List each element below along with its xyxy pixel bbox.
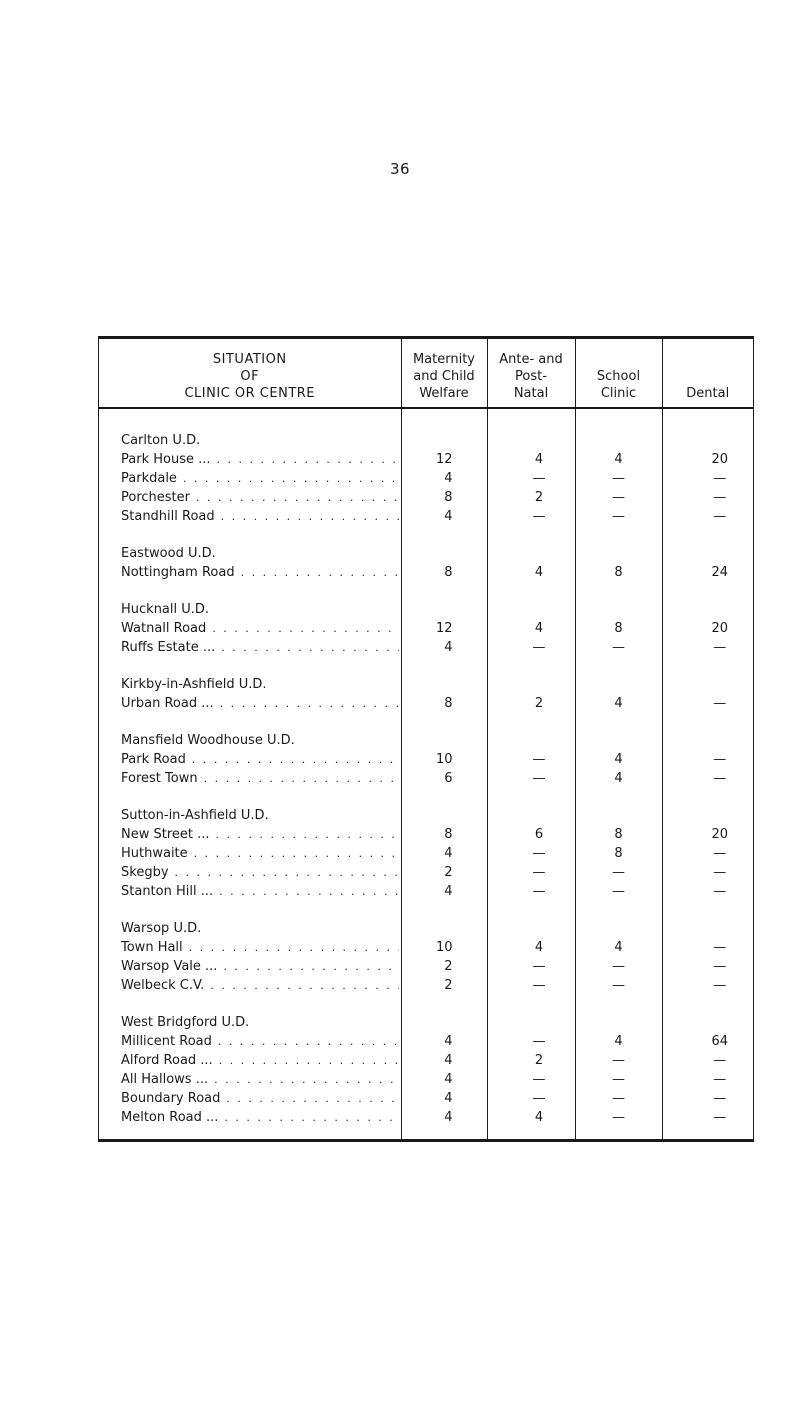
site-cell: [99, 863, 401, 882]
site-name: Millicent Road: [121, 1034, 212, 1049]
school-cell: —: [575, 1108, 662, 1127]
maternity-cell: 4: [401, 1032, 487, 1051]
ante-cell: —: [487, 976, 575, 995]
ante-cell: —: [487, 882, 575, 901]
empty-cell: [575, 995, 662, 1032]
site-leader: [121, 469, 399, 488]
maternity-cell: 2: [401, 863, 487, 882]
empty-cell: [401, 901, 487, 938]
site-leader: [121, 694, 399, 713]
school-cell: —: [575, 488, 662, 507]
school-cell: 4: [575, 750, 662, 769]
dental-cell: 20: [662, 825, 753, 844]
site-leader: [121, 488, 399, 507]
maternity-cell: 8: [401, 694, 487, 713]
site-cell: [99, 638, 401, 657]
site-name: Skegby: [121, 865, 169, 880]
site-leader: [121, 450, 399, 469]
site-leader: [121, 863, 399, 882]
empty-cell: [575, 1127, 662, 1139]
dental-cell: —: [662, 938, 753, 957]
leader-dots: [221, 638, 399, 657]
site-leader: [121, 638, 399, 657]
ante-cell: —: [487, 863, 575, 882]
school-cell: 8: [575, 619, 662, 638]
site-cell: [99, 1089, 401, 1108]
site-name: New Street ...: [121, 827, 210, 842]
district-name: Carlton U.D.: [121, 433, 201, 448]
leader-dots: [217, 450, 400, 469]
district-row: [99, 657, 753, 694]
site-leader: [121, 769, 399, 788]
site-cell: [99, 507, 401, 526]
leader-dots: [194, 844, 399, 863]
maternity-cell: 12: [401, 619, 487, 638]
dental-cell: 64: [662, 1032, 753, 1051]
ante-cell: —: [487, 750, 575, 769]
leader-dots: [183, 469, 399, 488]
empty-cell: [401, 657, 487, 694]
dental-cell: —: [662, 863, 753, 882]
site-cell: [99, 957, 401, 976]
site-name: Porchester: [121, 490, 190, 505]
table-row: [99, 750, 753, 769]
leader-dots: [189, 938, 399, 957]
site-name: Forest Town: [121, 771, 198, 786]
empty-cell: [575, 713, 662, 750]
maternity-cell: 12: [401, 450, 487, 469]
ante-cell: —: [487, 1032, 575, 1051]
table-row: [99, 619, 753, 638]
school-cell: 4: [575, 938, 662, 957]
table-row: [99, 1051, 753, 1070]
site-name: Nottingham Road: [121, 565, 235, 580]
site-name: Warsop Vale ...: [121, 959, 218, 974]
dental-cell: 20: [662, 450, 753, 469]
empty-cell: [401, 713, 487, 750]
site-cell: [99, 694, 401, 713]
empty-cell: [662, 713, 753, 750]
leader-dots: [241, 563, 399, 582]
header-dental-line-1: Dental: [686, 386, 730, 401]
header-situation-line-3: CLINIC OR CENTRE: [184, 386, 316, 401]
table-row: [99, 507, 753, 526]
empty-cell: [487, 901, 575, 938]
site-name: All Hallows ...: [121, 1072, 209, 1087]
empty-cell: [401, 408, 487, 450]
site-cell: [99, 938, 401, 957]
site-cell: [99, 488, 401, 507]
site-leader: [121, 563, 399, 582]
school-cell: 4: [575, 450, 662, 469]
dental-cell: —: [662, 1108, 753, 1127]
site-cell: [99, 1108, 401, 1127]
ante-cell: —: [487, 1089, 575, 1108]
header-dental: [662, 339, 753, 408]
site-leader: [121, 957, 399, 976]
dental-cell: —: [662, 488, 753, 507]
site-name: Boundary Road: [121, 1091, 221, 1106]
table-row: [99, 638, 753, 657]
header-situation-line-2: OF: [240, 369, 260, 384]
header-maternity: [401, 339, 487, 408]
site-name: Alford Road ...: [121, 1053, 213, 1068]
leader-dots: [210, 976, 399, 995]
site-leader: [121, 844, 399, 863]
empty-cell: [662, 526, 753, 563]
table-row: [99, 1070, 753, 1089]
maternity-cell: 4: [401, 1070, 487, 1089]
site-name: Town Hall: [121, 940, 183, 955]
leader-dots: [212, 619, 399, 638]
table-row: [99, 844, 753, 863]
site-name: Urban Road ...: [121, 696, 214, 711]
district-row: [99, 901, 753, 938]
dental-cell: —: [662, 1089, 753, 1108]
empty-cell: [662, 408, 753, 450]
maternity-cell: 10: [401, 750, 487, 769]
ante-cell: —: [487, 844, 575, 863]
district-row: [99, 408, 753, 450]
header-ante-line-1: Ante- and: [499, 352, 563, 367]
maternity-cell: 2: [401, 976, 487, 995]
site-cell: [99, 450, 401, 469]
maternity-cell: 10: [401, 938, 487, 957]
site-name: Huthwaite: [121, 846, 188, 861]
dental-cell: —: [662, 882, 753, 901]
site-cell: [99, 844, 401, 863]
site-leader: [121, 750, 399, 769]
site-leader: [121, 938, 399, 957]
school-cell: —: [575, 507, 662, 526]
site-cell: [99, 1032, 401, 1051]
empty-cell: [487, 788, 575, 825]
header-maternity-line-2: and Child: [413, 369, 475, 384]
table-row: [99, 450, 753, 469]
district-row: [99, 526, 753, 563]
empty-cell: [662, 1127, 753, 1139]
dental-cell: —: [662, 844, 753, 863]
school-cell: 8: [575, 563, 662, 582]
empty-cell: [487, 657, 575, 694]
leader-dots: [216, 825, 399, 844]
school-cell: —: [575, 638, 662, 657]
site-name: Park Road: [121, 752, 186, 767]
site-leader: [121, 1051, 399, 1070]
ante-cell: 6: [487, 825, 575, 844]
empty-cell: [487, 526, 575, 563]
maternity-cell: 4: [401, 1089, 487, 1108]
district-name: Eastwood U.D.: [121, 546, 216, 561]
maternity-cell: 4: [401, 844, 487, 863]
dental-cell: —: [662, 769, 753, 788]
ante-cell: 2: [487, 694, 575, 713]
header-row: [99, 339, 753, 408]
school-cell: —: [575, 1051, 662, 1070]
dental-cell: —: [662, 750, 753, 769]
site-cell: [99, 976, 401, 995]
site-cell: [99, 563, 401, 582]
empty-cell: [575, 582, 662, 619]
empty-cell: [575, 788, 662, 825]
site-name: Standhill Road: [121, 509, 215, 524]
leader-dots: [218, 1032, 399, 1051]
page-number: 36: [389, 160, 411, 178]
empty-cell: [575, 526, 662, 563]
table-row: [99, 563, 753, 582]
empty-cell: [575, 901, 662, 938]
leader-dots: [214, 1070, 399, 1089]
leader-dots: [192, 750, 399, 769]
leader-dots: [221, 507, 399, 526]
site-leader: [121, 825, 399, 844]
table-row: [99, 863, 753, 882]
dental-cell: —: [662, 976, 753, 995]
school-cell: —: [575, 469, 662, 488]
header-ante-post-natal: [487, 339, 575, 408]
header-school-line-2: Clinic: [600, 386, 637, 401]
site-name: Welbeck C.V.: [121, 978, 205, 993]
empty-cell: [487, 408, 575, 450]
table-body: [99, 408, 753, 1139]
site-cell: [99, 882, 401, 901]
dental-cell: 24: [662, 563, 753, 582]
district-name: Mansfield Woodhouse U.D.: [121, 733, 295, 748]
ante-cell: 4: [487, 619, 575, 638]
school-cell: 4: [575, 694, 662, 713]
leader-dots: [219, 882, 399, 901]
maternity-cell: 4: [401, 882, 487, 901]
ante-cell: 4: [487, 450, 575, 469]
header-maternity-line-1: Maternity: [412, 352, 476, 367]
maternity-cell: 8: [401, 825, 487, 844]
leader-dots: [175, 863, 399, 882]
empty-cell: [487, 713, 575, 750]
maternity-cell: 4: [401, 507, 487, 526]
site-name: Stanton Hill ...: [121, 884, 214, 899]
site-cell: [99, 619, 401, 638]
table-row: [99, 957, 753, 976]
maternity-cell: 4: [401, 1108, 487, 1127]
district-name: Hucknall U.D.: [121, 602, 210, 617]
dental-cell: 20: [662, 619, 753, 638]
empty-cell: [575, 408, 662, 450]
site-cell: [99, 1051, 401, 1070]
district-name: Kirkby-in-Ashfield U.D.: [121, 677, 267, 692]
empty-cell: [401, 1127, 487, 1139]
site-name: Ruffs Estate ...: [121, 640, 216, 655]
header-school-line-1: School: [596, 369, 641, 384]
site-leader: [121, 507, 399, 526]
table-row: [99, 694, 753, 713]
empty-cell: [401, 582, 487, 619]
empty-cell: [662, 901, 753, 938]
leader-dots: [224, 1108, 399, 1127]
site-cell: [99, 825, 401, 844]
site-leader: [121, 1089, 399, 1108]
site-name: Parkdale: [121, 471, 177, 486]
ante-cell: —: [487, 507, 575, 526]
empty-cell: [662, 995, 753, 1032]
maternity-cell: 4: [401, 1051, 487, 1070]
site-cell: [99, 1070, 401, 1089]
empty-cell: [487, 582, 575, 619]
ante-cell: —: [487, 1070, 575, 1089]
table-row: [99, 825, 753, 844]
dental-cell: —: [662, 1070, 753, 1089]
site-leader: [121, 619, 399, 638]
site-leader: [121, 1070, 399, 1089]
maternity-cell: 8: [401, 563, 487, 582]
school-cell: —: [575, 863, 662, 882]
maternity-cell: 6: [401, 769, 487, 788]
empty-cell: [662, 582, 753, 619]
empty-cell: [662, 657, 753, 694]
header-ante-line-2: Post-: [515, 369, 547, 384]
header-maternity-line-3: Welfare: [419, 386, 469, 401]
maternity-cell: 8: [401, 488, 487, 507]
table-row: [99, 488, 753, 507]
district-name: Warsop U.D.: [121, 921, 202, 936]
site-cell: [99, 769, 401, 788]
table-row: [99, 938, 753, 957]
table-row: [99, 1108, 753, 1127]
site-name: Melton Road ...: [121, 1110, 219, 1125]
ante-cell: 4: [487, 1108, 575, 1127]
district-name: West Bridgford U.D.: [121, 1015, 250, 1030]
dental-cell: —: [662, 957, 753, 976]
site-cell: [99, 469, 401, 488]
ante-cell: —: [487, 957, 575, 976]
ante-cell: —: [487, 769, 575, 788]
school-cell: 8: [575, 825, 662, 844]
leader-dots: [204, 769, 399, 788]
school-cell: 8: [575, 844, 662, 863]
site-name: Park House ...: [121, 452, 211, 467]
site-leader: [121, 882, 399, 901]
ante-cell: 4: [487, 563, 575, 582]
ante-cell: 4: [487, 938, 575, 957]
school-cell: 4: [575, 1032, 662, 1051]
school-cell: —: [575, 1070, 662, 1089]
header-school-clinic: [575, 339, 662, 408]
empty-cell: [487, 1127, 575, 1139]
school-cell: —: [575, 976, 662, 995]
maternity-cell: 4: [401, 469, 487, 488]
dental-cell: —: [662, 694, 753, 713]
empty-cell: [401, 995, 487, 1032]
school-cell: —: [575, 957, 662, 976]
table-row: [99, 882, 753, 901]
empty-cell: [99, 1127, 401, 1139]
site-name: Watnall Road: [121, 621, 207, 636]
clinic-sessions-table: [99, 339, 753, 1139]
leader-dots: [226, 1089, 399, 1108]
district-row: [99, 788, 753, 825]
leader-dots: [219, 1051, 399, 1070]
school-cell: —: [575, 1089, 662, 1108]
district-row: [99, 713, 753, 750]
table-row: [99, 1032, 753, 1051]
ante-cell: 2: [487, 1051, 575, 1070]
site-leader: [121, 976, 399, 995]
clinic-table: [98, 336, 754, 1142]
leader-dots: [223, 957, 399, 976]
dental-cell: —: [662, 638, 753, 657]
ante-cell: —: [487, 469, 575, 488]
empty-cell: [401, 788, 487, 825]
empty-cell: [662, 788, 753, 825]
table-row: [99, 769, 753, 788]
dental-cell: —: [662, 469, 753, 488]
empty-cell: [401, 526, 487, 563]
school-cell: 4: [575, 769, 662, 788]
district-name: Sutton-in-Ashfield U.D.: [121, 808, 269, 823]
header-ante-line-3: Natal: [513, 386, 549, 401]
empty-cell: [575, 657, 662, 694]
maternity-cell: 2: [401, 957, 487, 976]
maternity-cell: 4: [401, 638, 487, 657]
site-leader: [121, 1108, 399, 1127]
site-cell: [99, 750, 401, 769]
leader-dots: [196, 488, 399, 507]
empty-cell: [487, 995, 575, 1032]
leader-dots: [220, 694, 399, 713]
district-row: [99, 995, 753, 1032]
table-row: [99, 1089, 753, 1108]
table-row: [99, 976, 753, 995]
dental-cell: —: [662, 507, 753, 526]
school-cell: —: [575, 882, 662, 901]
table-row: [99, 469, 753, 488]
ante-cell: 2: [487, 488, 575, 507]
header-situation: [99, 339, 401, 408]
site-leader: [121, 1032, 399, 1051]
ante-cell: —: [487, 638, 575, 657]
table-end-spacer: [99, 1127, 753, 1139]
header-situation-line-1: SITUATION: [212, 352, 287, 367]
dental-cell: —: [662, 1051, 753, 1070]
district-row: [99, 582, 753, 619]
